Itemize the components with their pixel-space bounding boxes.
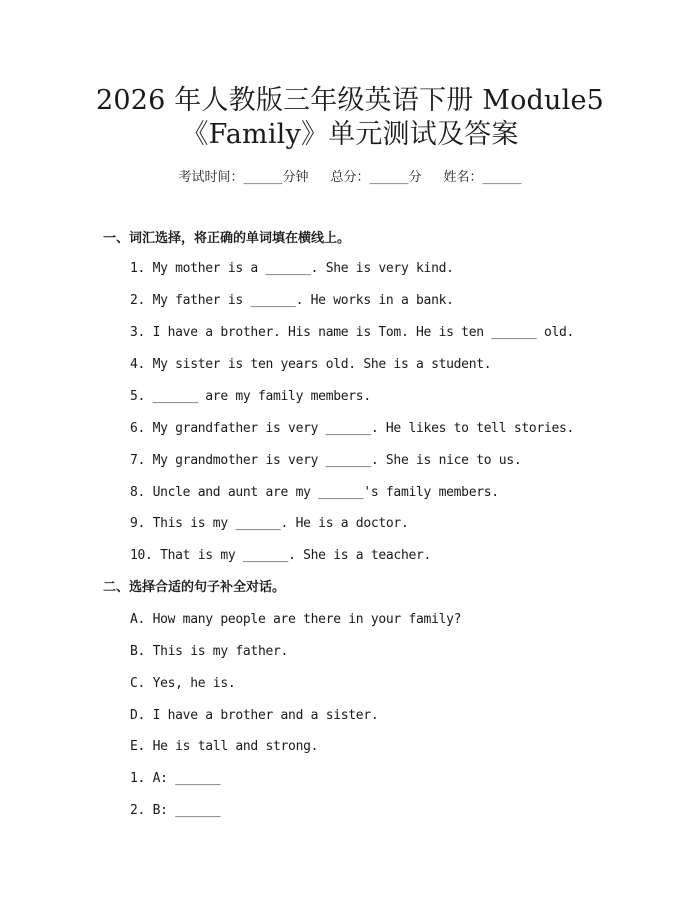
section-2-option: B. This is my father. (130, 644, 289, 659)
section-1-item: 2. My father is ______. He works in a bank. (130, 293, 454, 308)
exam-name-field: 姓名：______ (443, 170, 522, 185)
section-1-item: 6. My grandfather is very ______. He likes to tell stories. (130, 421, 575, 436)
section-2-option: E. He is tall and strong. (130, 739, 319, 754)
document-title-line-2: 《Family》单元测试及答案 (181, 119, 519, 150)
section-2-option: C. Yes, he is. (130, 676, 236, 691)
section-2-heading: 二、选择合适的句子补全对话。 (103, 580, 286, 595)
section-2-dialog-line: 2. B: ______ (130, 803, 221, 818)
section-2-option: D. I have a brother and a sister. (130, 708, 379, 723)
section-1-item: 1. My mother is a ______. She is very kind. (130, 261, 454, 276)
section-2-option: A. How many people are there in your family? (130, 612, 462, 627)
section-1-item: 9. This is my ______. He is a doctor. (130, 516, 409, 531)
section-2-dialog-line: 1. A: ______ (130, 771, 221, 786)
section-1-item: 8. Uncle and aunt are my ______'s family members. (130, 485, 499, 500)
section-1-item: 4. My sister is ten years old. She is a student. (130, 357, 492, 372)
exam-info-row (0, 168, 700, 188)
section-1-item: 5. ______ are my family members. (130, 389, 371, 404)
exam-time-field: 考试时间：______分钟 (178, 170, 309, 185)
document-title-line-1: 2026 年人教版三年级英语下册 Module5 (95, 85, 605, 116)
section-1-item: 3. I have a brother. His name is Tom. He is ten ______ old. (130, 325, 575, 340)
section-1-heading: 一、词汇选择，将正确的单词填在横线上。 (103, 231, 351, 246)
exam-score-field: 总分：______分 (330, 170, 422, 185)
section-1-item: 10. That is my ______. She is a teacher. (130, 548, 432, 563)
section-1-item: 7. My grandmother is very ______. She is nice to us. (130, 453, 522, 468)
